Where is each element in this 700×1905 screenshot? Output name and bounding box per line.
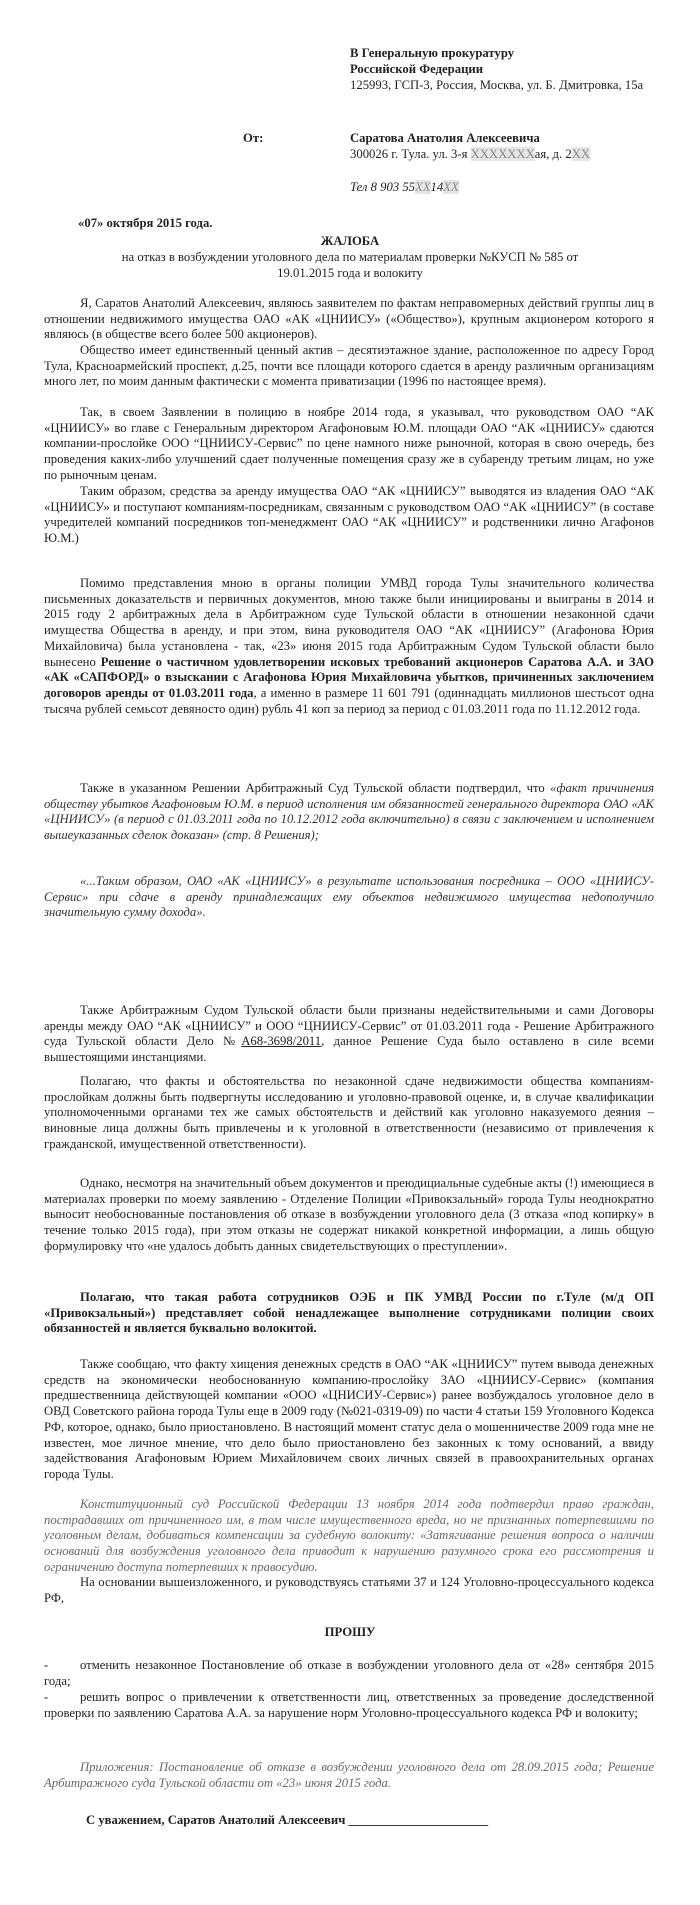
addressee-block (350, 46, 650, 77)
paragraph-7: «...Таким образом, ОАО «АК «ЦНИИСУ» в результате использования посредника – ООО «ЦНИИСУ-Сервис» при сдаче в аренду принадлежащих ему объектов недвижимого имущества недополучило значительную сумму дохода». (44, 874, 654, 920)
paragraph-8-b: , данное Решение Суда было оставлено в силе всеми вышестоящими инстанциями. (44, 1034, 654, 1065)
paragraph-5 (44, 576, 654, 717)
request-text: решить вопрос о привлечении к ответственности лиц, ответственных за проведение доследственной проверки по заявлению Саратова А.А. за нарушение норм Уголовно-процессуального кодекса РФ и волокиту; (44, 1690, 654, 1720)
sender-phone-mid: 14 (430, 180, 444, 194)
redacted-mask: XX (415, 180, 431, 194)
paragraph-8-a: Также Арбитражным Судом Тульской области были признаны недействительными и сами Договоры аренды между ОАО “АК «ЦНИИСУ” и ООО “ЦНИИСУ-Сервис” от 01.03.2011 года - Решение Арбитражного суда Тульской области Дело № (44, 1003, 654, 1049)
addressee-line1: В Генеральную прокуратуру (350, 46, 515, 60)
redacted-mask: XX (443, 180, 459, 194)
bullet: - (44, 1690, 49, 1704)
sender-address-suffix: ая, д. 2 (534, 147, 572, 161)
document-title: ЖАЛОБА (320, 234, 380, 248)
paragraph-12: Также сообщаю, что факту хищения денежных средств в ОАО “АК «ЦНИИСУ” путем вывода денежных средств на экономически необоснованную компанию-прослойку ЗАО «ЦНИИСУ-Сервис» (компания предшественница действующей компании «ООО «ЦНИСИУ-Сервис») ранее возбуждалось уголовное дело в ОВД Советского района города Тулы еще в 2009 году (№021-0319-09) по части 4 статьи 159 Уголовного Кодекса РФ, которое, однако, было приостановлено. В настоящий момент статус дела о мошенничестве 2009 года мне не известен, мое личное мнение, что дело было приостановлено без законных к тому оснований, а ввиду задействования Агафоновым Юрием Михайловичем своих личных связей в правоохранительных органах города Тулы. (44, 1357, 654, 1481)
sender-name: Саратова Анатолия Алексеевича (350, 131, 540, 145)
subtitle-line2: 19.01.2015 года и волокиту (277, 265, 423, 280)
bullet: - (44, 1658, 49, 1672)
request-text: отменить незаконное Постановление об отказе в возбуждении уголовного дела от «28» сентября 2015 года; (44, 1658, 654, 1688)
paragraph-5-c: , а именно в размере 11 601 791 (одиннадцать миллионов шестьсот одна тысяча рублей семьсот девяносто один) рубль 41 коп за период за период с 01.03.2011 года по 11.12.2012 года. (44, 685, 654, 716)
paragraph-10: Однако, несмотря на значительный объем документов и преюдициальные судебные акты (!) имеющиеся в материалах проверки по моему заявлению - Отделение Полиции «Привокзальный» города Тулы неоднократно выносит необоснованные постановления об отказе в возбуждении уголовного дела (3 отказа «под копирку» в течение только 2015 года), при этом отказы не содержат никакой конкретной информации, а лишь общую формулировку что «не удалось добыть данных свидетельствующих о преступлении». (44, 1176, 654, 1253)
from-label: От: (243, 131, 264, 145)
request-item (44, 1658, 654, 1689)
closing-signature: С уважением, Саратов Анатолий Алексеевич ______________________ (86, 1813, 489, 1827)
subtitle-line1: на отказ в возбуждении уголовного дела по материалам проверки №КУСП № 585 от (121, 250, 579, 264)
paragraph-6 (44, 781, 654, 844)
paragraph-11: Полагаю, что такая работа сотрудников ОЭБ и ПК УМВД России по г.Туле (м/д ОП «Привокзальный») представляет собой ненадлежащее выполнение сотрудниками полиции своих обязанностей и является буквально волокитой. (44, 1290, 654, 1336)
document-date: «07» октября 2015 года. (78, 216, 213, 230)
paragraph-5-bold: Решение о частичном удовлетворении исковых требований акционеров Саратова А.А. и ЗАО «АК «САПФОРД» о взыскании с Агафонова Юрия Михайловича убытков, причиненных заключением договоров аренды от 01.03.2011 года (44, 654, 654, 700)
addressee-address (350, 78, 650, 94)
request-heading: ПРОШУ (324, 1625, 376, 1639)
document-subtitle (60, 250, 640, 281)
sender-phone-prefix: Тел 8 903 55 (350, 180, 416, 194)
sender-address-prefix: 300026 г. Тула. ул. 3-я (350, 147, 468, 161)
paragraph-6-a: Также в указанном Решении Арбитражный Суд Тульской области подтвердил, что (80, 781, 545, 795)
paragraph-2: Общество имеет единственный ценный актив – десятиэтажное здание, расположенное по адресу Город Тула, Красноармейский проспект, д.25, почти все площади которого сдается в аренду различным организациям много лет, по моим данным фактически с момента приватизации (1996 по настоящее время). (44, 343, 654, 389)
sender-address (350, 147, 650, 163)
case-number-link[interactable]: А68-3698/2011 (241, 1034, 322, 1049)
paragraph-9: Полагаю, что факты и обстоятельства по незаконной сдаче недвижимости общества компаниям-прослойкам должны быть подвергнуты исследованию и уголовно-правовой оценке, и, в случае квалификации уполномоченными органами тех же самых обстоятельств и действий как уголовно наказуемого деяния – виновные лица должны быть привлечены и к уголовной в ответственности (независимо от привлечения к гражданской, имущественной ответственности). (44, 1074, 654, 1151)
paragraph-13: Конституционный суд Российской Федерации 13 ноября 2014 года подтвердил право граждан, пострадавших от причиненного им, в том числе имущественного вреда, но не признанных потерпевшими по уголовным делам, добиваться компенсации за судебную волокиту: «Затягивание решения вопроса о наличии оснований для возбуждения уголовного дела приводит к нарушению разумного срока его рассмотрения и ограничению доступа потерпевших к правосудию. (44, 1497, 654, 1574)
attachment-note: Приложения: Постановление об отказе в возбуждении уголовного дела от 28.09.2015 года; Решение Арбитражного суда Тульской области от «23» июня 2015 года. (44, 1760, 654, 1790)
addressee-line3: 125993, ГСП-3, Россия, Москва, ул. Б. (350, 78, 556, 92)
paragraph-3: Так, в своем Заявлении в полицию в ноябре 2014 года, я указывал, что руководством ОАО “АК «ЦНИИСУ» во главе с Генеральным директором Агафоновым Ю.М. площади ОАО “АК «ЦНИИСУ» сдаются компании-прослойке ООО “ЦНИИСУ-Сервис” по цене намного ниже рыночной, которая в свою очередь, без проведения каких-либо улучшений сдает полученные помещения сразу же в субаренду третьим лицам, но уже по рыночным ценам. (44, 405, 654, 482)
paragraph-5-a: Помимо представления мною в органы полиции УМВД города Тулы значительного количества письменных доказательств и первичных документов, мною также были инициированы и выиграны в 2014 и 2015 году 2 арбитражных дела в Арбитражном суде Тульской области в отношении незаконной сдачи имущества Общества в аренду, и при этом, вина руководителя ОАО “АК «ЦНИИСУ” (Агафонова Юрия Михайловича) была установлена - так, «23» июня 2015 года Арбитражным Судом Тульской области было вынесено (44, 576, 654, 669)
paragraph-6-quote: «факт причинения обществу убытков Агафоновым Ю.М. в период исполнения им обязанностей генерального директора ОАО «АК «ЦНИИСУ» (в период с 01.03.2011 года по 10.12.2012 года включительно) в связи с заключением и исполнением вышеуказанных сделок доказан» (стр. 8 Решения); (44, 781, 654, 843)
redacted-mask: XX (571, 147, 591, 161)
request-item (44, 1690, 654, 1721)
sender-phone (350, 180, 650, 196)
paragraph-8 (44, 1003, 654, 1066)
addressee-line2: Российской Федерации (350, 61, 484, 76)
redacted-mask: XXXXXXX (470, 147, 535, 161)
paragraph-14: На основании вышеизложенного, и руководствуясь статьями 37 и 124 Уголовно-процессуального кодекса РФ, (44, 1575, 654, 1605)
paragraph-1: Я, Саратов Анатолий Алексеевич, являюсь заявителем по фактам неправомерных действий группы лиц в отношении недвижимого имущества ОАО «АК «ЦНИИСУ» («Общество»), крупным акционером которого я являюсь (в обществе всего более 500 акционеров). (44, 296, 654, 342)
paragraph-4: Таким образом, средства за аренду имущества ОАО “АК «ЦНИИСУ” выводятся из владения ОАО “АК «ЦНИИСУ» и поступают компаниям-посредникам, связанным с руководством ОАО “АК «ЦНИИСУ” (в составе учредителей компаний посредников топ-менеджмент ОАО “АК «ЦНИИСУ” и родственники лично Агафонов Ю.М.) (44, 484, 654, 546)
addressee-line4: Дмитровка, 15а (559, 78, 644, 92)
